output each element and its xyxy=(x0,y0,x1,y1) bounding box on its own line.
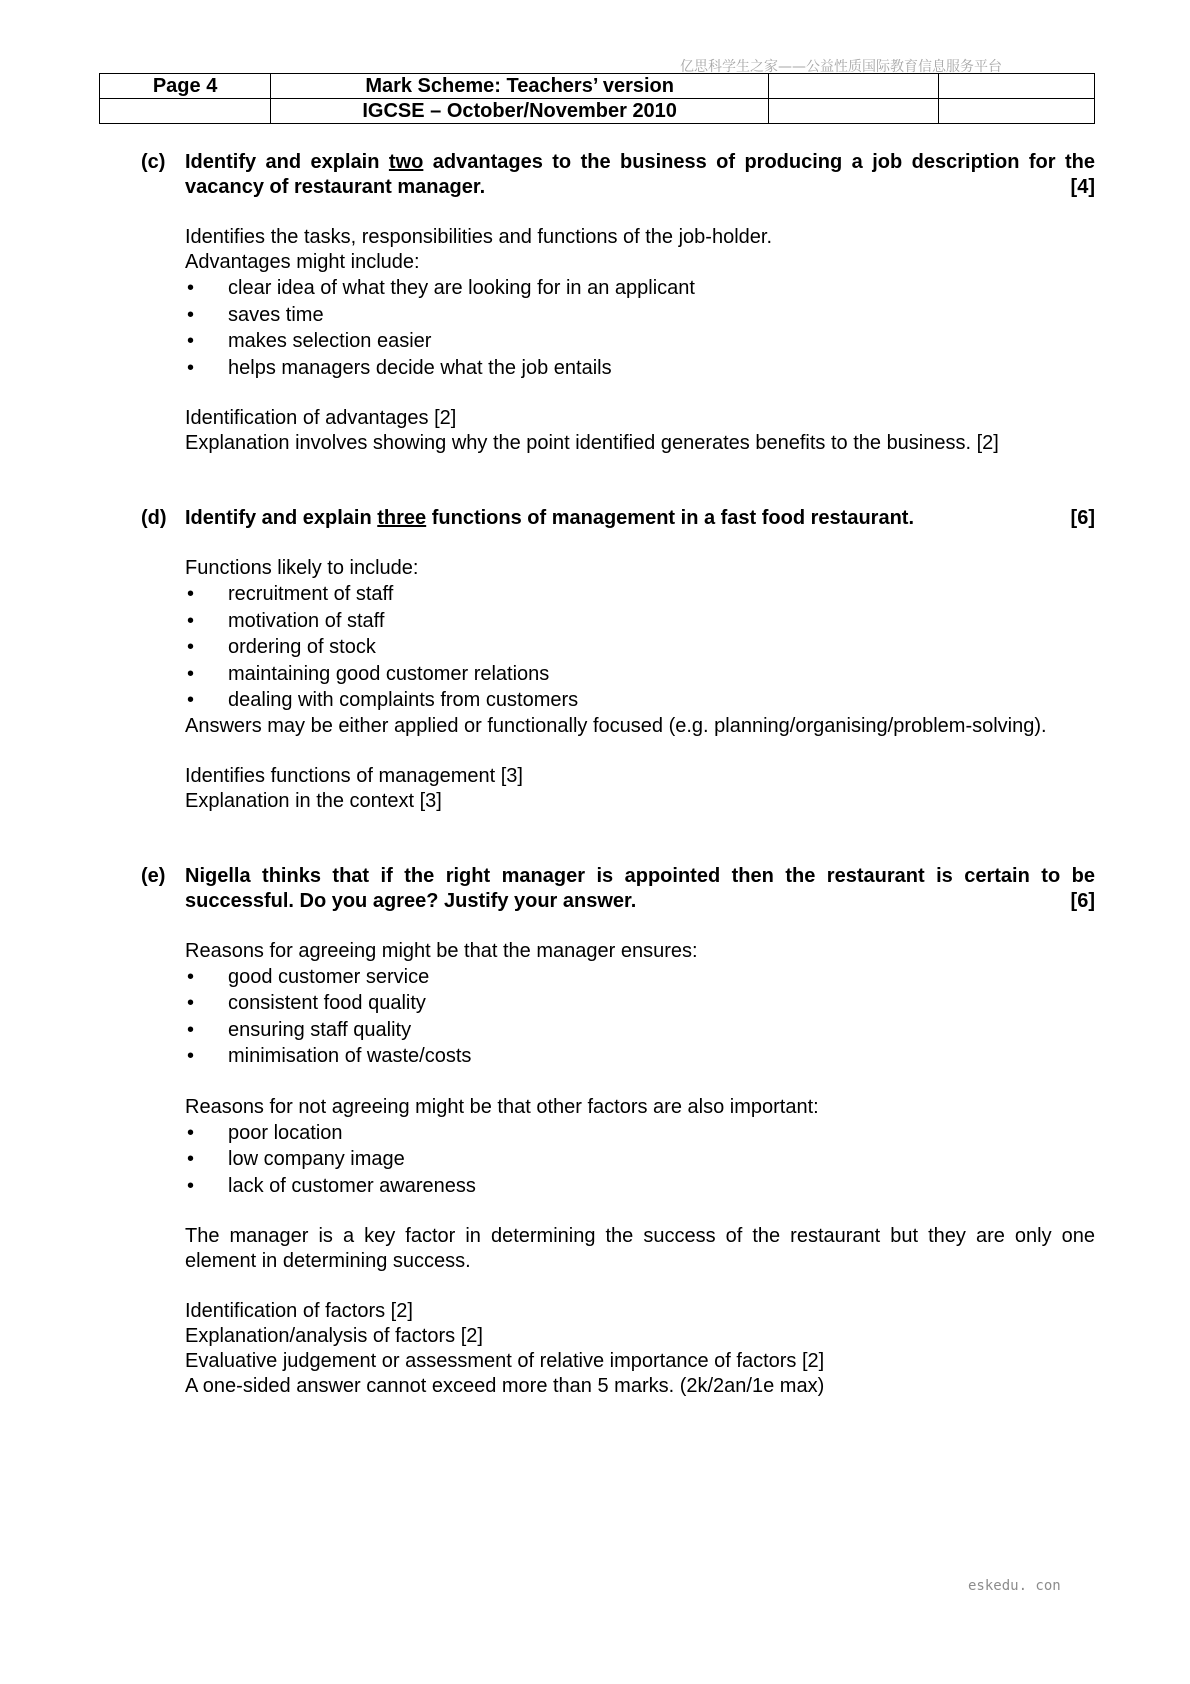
answer-c xyxy=(185,225,1095,456)
list-item: • saves time xyxy=(185,302,1095,329)
list-item: • low company image xyxy=(185,1146,1095,1173)
question-text-part: functions of management in a fast food restaurant. xyxy=(426,507,915,529)
answer-intro: Reasons for agreeing might be that the manager ensures: xyxy=(185,939,698,962)
watermark-bottom: eskedu. con xyxy=(968,1578,1061,1594)
header-empty-cell xyxy=(939,99,1095,124)
marking-criterion: Explanation/analysis of factors [2] xyxy=(185,1325,483,1347)
question-label: (d) xyxy=(141,507,167,529)
list-item: • dealing with complaints from customers xyxy=(185,687,1095,714)
question-label: (e) xyxy=(141,864,166,887)
list-item: • helps managers decide what the job entails xyxy=(185,355,1095,382)
question-text-part: Nigella thinks that if the right manager is appointed then the restaurant is certain to be successful. Do you agree? Justify your answer. xyxy=(185,864,1095,912)
list-item: • ensuring staff quality xyxy=(185,1017,1095,1044)
list-item: • recruitment of staff xyxy=(185,581,1095,608)
answer-intro: Identifies the tasks, responsibilities and functions of the job-holder. xyxy=(185,226,773,248)
list-item: • consistent food quality xyxy=(185,990,1095,1017)
question-label: (c) xyxy=(141,151,166,173)
bullet-list xyxy=(185,964,1095,1070)
question-text xyxy=(185,864,1095,914)
answer-e xyxy=(185,939,1095,1400)
header-empty-cell xyxy=(769,99,939,124)
header-title: Mark Scheme: Teachers’ version xyxy=(271,74,769,99)
mark-allocation: [6] xyxy=(1070,889,1095,912)
marking-criterion: Explanation involves showing why the point identified generates benefits to the business. [2] xyxy=(185,432,999,454)
question-emphasis: two xyxy=(388,151,424,173)
answer-note: Answers may be either applied or functionally focused (e.g. planning/organising/problem-solving). xyxy=(185,714,1047,737)
marking-criterion: Identification of factors [2] xyxy=(185,1300,413,1322)
list-item: • makes selection easier xyxy=(185,328,1095,355)
marking-criterion: Identifies functions of management [3] xyxy=(185,764,523,787)
answer-d xyxy=(185,556,1095,814)
bullet-list xyxy=(185,1120,1095,1200)
page-number: Page 4 xyxy=(100,74,271,99)
question-d xyxy=(141,506,1095,531)
bullet-list xyxy=(185,581,1095,714)
mark-allocation: [4] xyxy=(1070,176,1095,198)
question-e xyxy=(141,864,1095,914)
question-c xyxy=(141,150,1095,200)
marking-criterion: Explanation in the context [3] xyxy=(185,789,442,812)
header-empty-cell xyxy=(100,99,271,124)
answer-intro: Functions likely to include: xyxy=(185,557,419,579)
marking-criterion: Evaluative judgement or assessment of relative importance of factors [2] xyxy=(185,1350,825,1372)
question-text xyxy=(185,150,1095,200)
answer-conclusion: The manager is a key factor in determining the success of the restaurant but they are only one element in determining success. xyxy=(185,1225,1095,1272)
list-item: • good customer service xyxy=(185,964,1095,991)
question-text xyxy=(185,506,1095,531)
answer-intro: Reasons for not agreeing might be that other factors are also important: xyxy=(185,1095,819,1118)
answer-intro: Advantages might include: xyxy=(185,251,420,273)
list-item: • lack of customer awareness xyxy=(185,1173,1095,1200)
list-item: • clear idea of what they are looking for in an applicant xyxy=(185,275,1095,302)
question-text-part: Identify and explain xyxy=(185,151,389,173)
list-item: • minimisation of waste/costs xyxy=(185,1043,1095,1070)
header-subtitle: IGCSE – October/November 2010 xyxy=(271,99,769,124)
question-text-part: advantages to the business of producing a job description for the vacancy of restaurant manager. xyxy=(185,151,1095,198)
question-text-part: Identify and explain xyxy=(185,507,378,529)
watermark-top: 亿思科学生之家——公益性质国际教育信息服务平台 xyxy=(680,59,1002,75)
header-empty-cell xyxy=(769,74,939,99)
list-item: • motivation of staff xyxy=(185,608,1095,635)
list-item: • poor location xyxy=(185,1120,1095,1147)
question-emphasis: three xyxy=(377,507,427,529)
marking-criterion: A one-sided answer cannot exceed more than 5 marks. (2k/2an/1e max) xyxy=(185,1375,825,1397)
mark-allocation: [6] xyxy=(1070,507,1095,529)
marking-criterion: Identification of advantages [2] xyxy=(185,407,457,429)
list-item: • ordering of stock xyxy=(185,634,1095,661)
bullet-list xyxy=(185,275,1095,381)
mark-scheme-content xyxy=(141,150,1095,1399)
header-empty-cell xyxy=(939,74,1095,99)
list-item: • maintaining good customer relations xyxy=(185,661,1095,688)
header-table xyxy=(99,73,1095,124)
